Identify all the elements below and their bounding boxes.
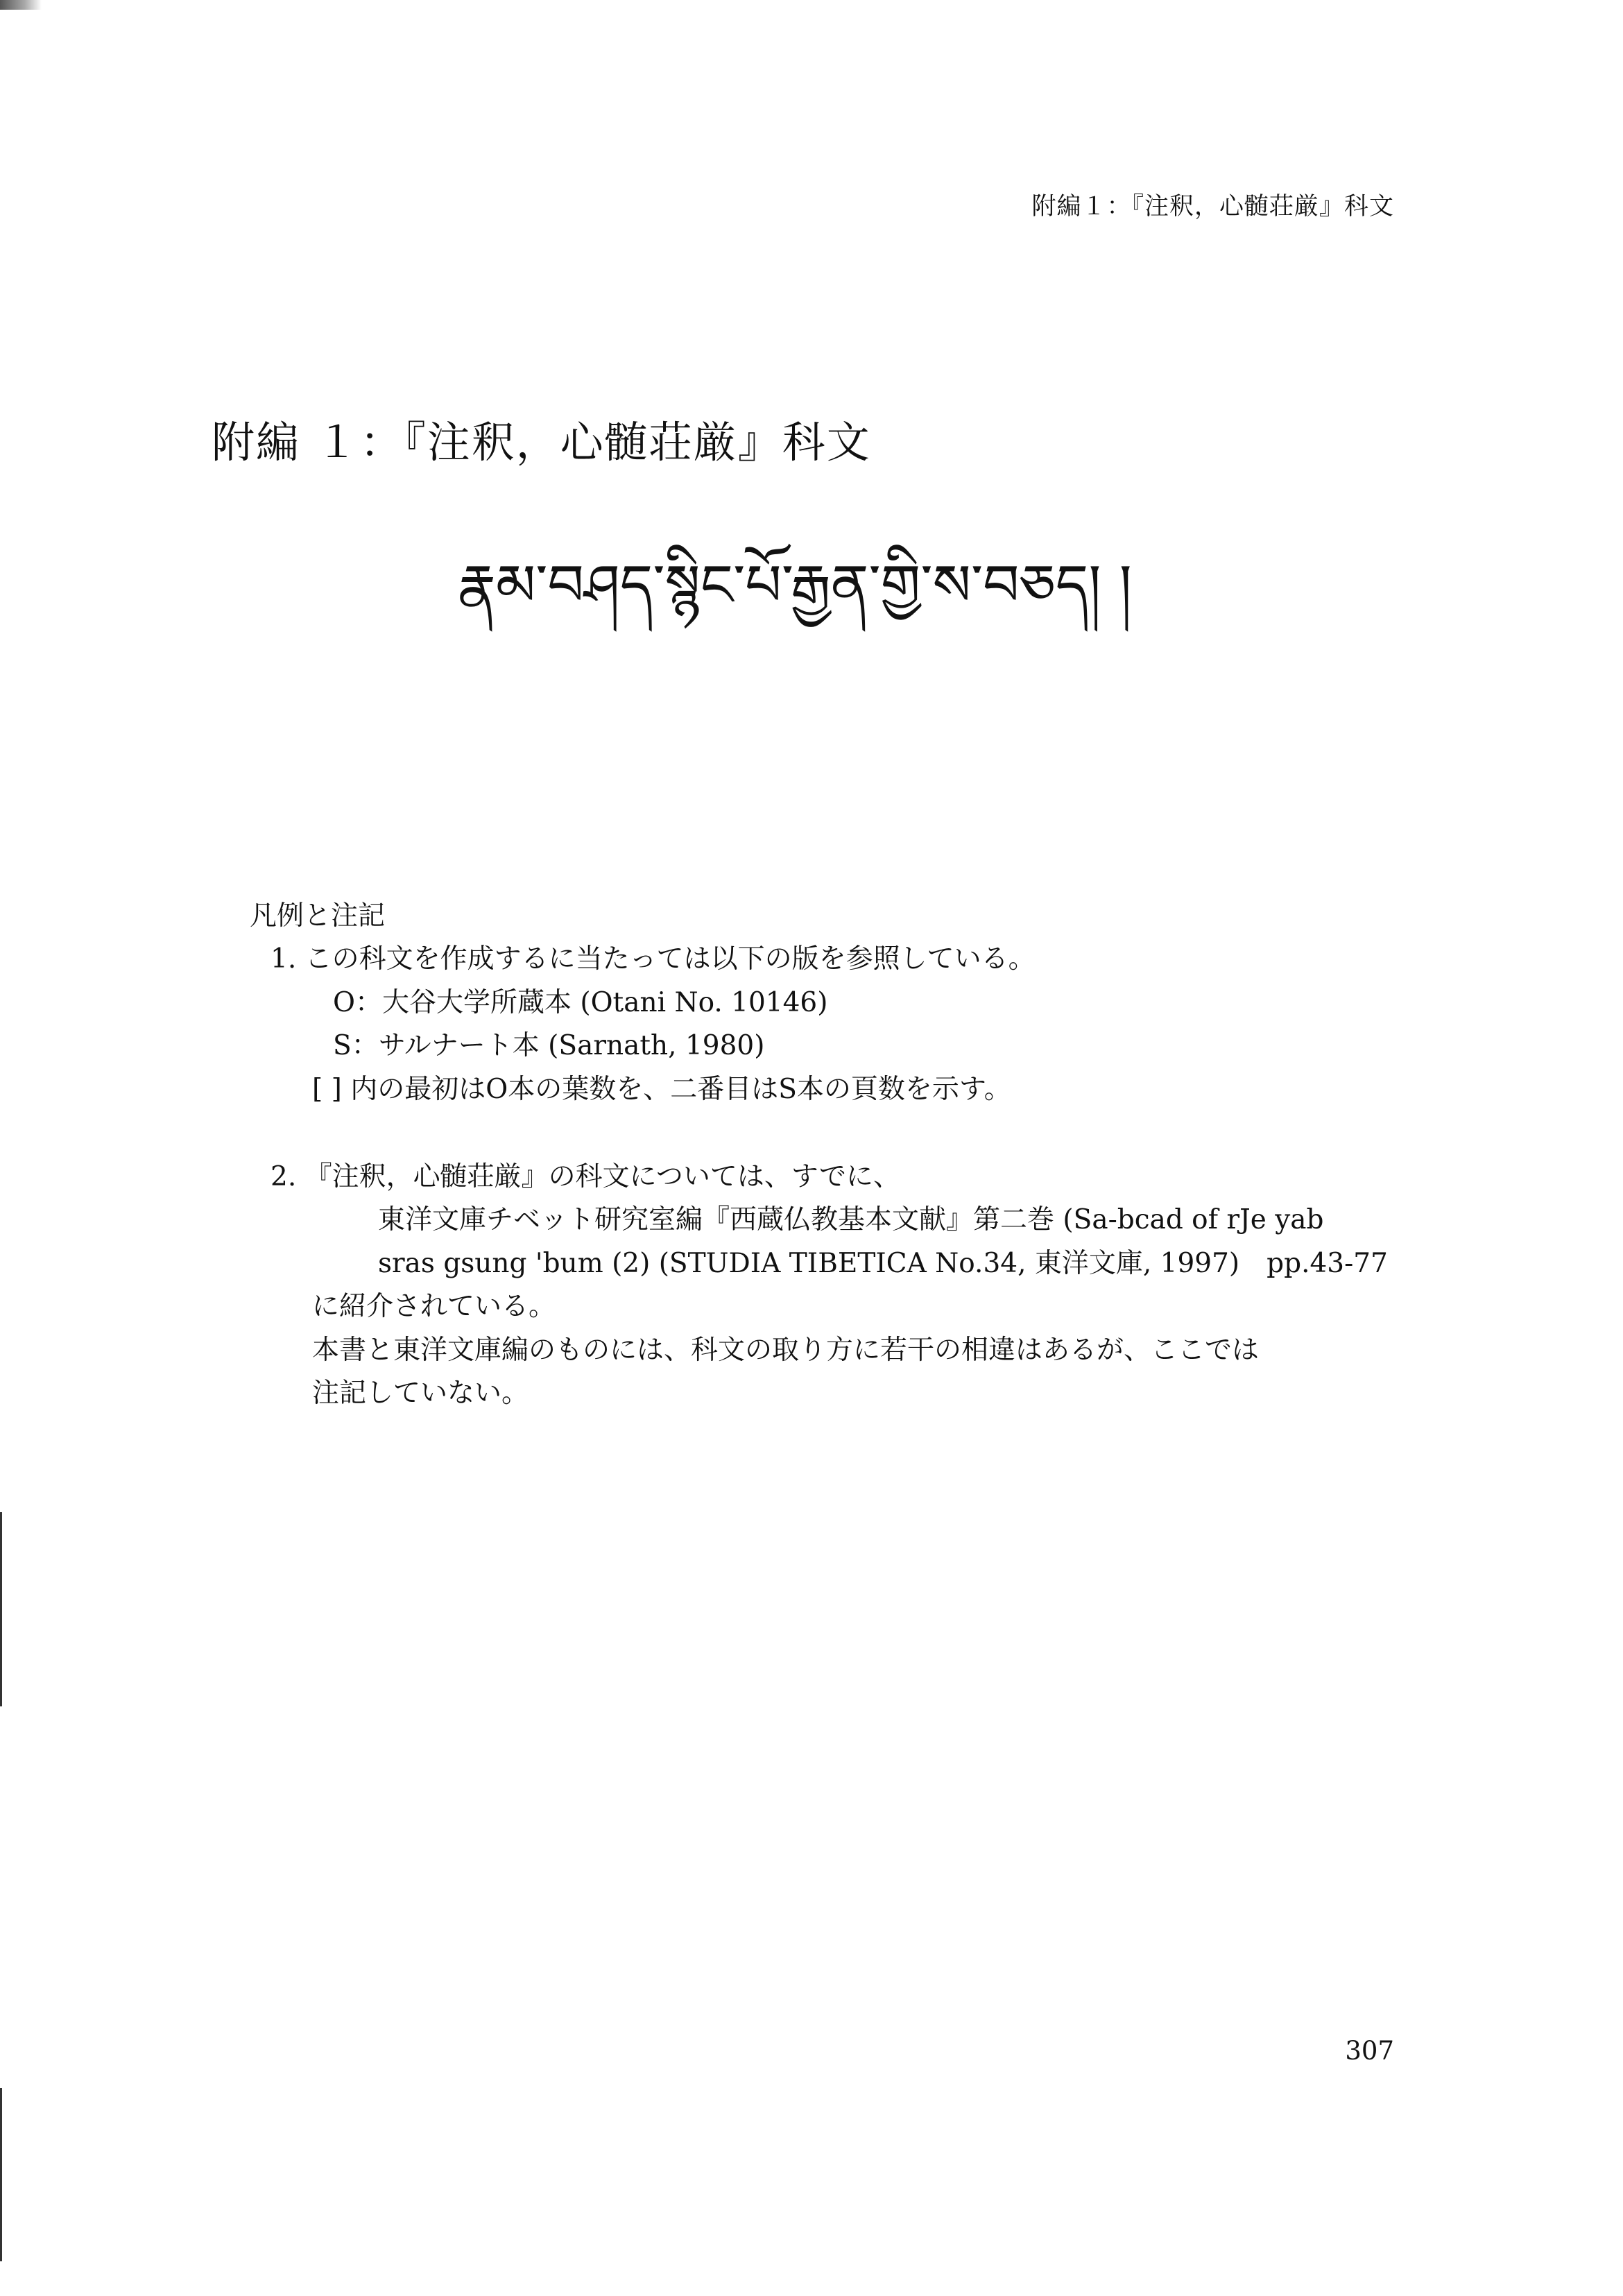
reference-line-1: 東洋文庫チベット研究室編『西蔵仏教基本文献』第二巻 (Sa-bcad of rJe yab xyxy=(378,1204,1324,1236)
scan-edge-bottom xyxy=(0,2088,2,2261)
notes-heading: 凡例と注記 xyxy=(250,900,386,932)
page-number: 307 xyxy=(1345,2036,1394,2066)
page-title: 附編 １：『注釈，心髄荘厳』科文 xyxy=(212,417,871,468)
note-item-2: 2. 『注釈，心髄荘厳』の科文については、すでに、 xyxy=(270,1160,900,1192)
bracket-note: [ ] 内の最初はO本の葉数を、二番目はS本の頁数を示す。 xyxy=(312,1073,1011,1105)
scan-edge-lower xyxy=(0,1512,2,1706)
notes-section xyxy=(250,895,1429,1415)
spacer xyxy=(250,1111,1429,1156)
note-item-1: 1. この科文を作成するに当たっては以下の版を参照している。 xyxy=(270,943,1036,975)
reference-line-2: sras gsung 'bum (2) (STUDIA TIBETICA No.34, 東洋文庫, 1997) pp.43-77 xyxy=(378,1247,1388,1279)
source-otani: O：大谷大学所蔵本 (Otani No. 10146) xyxy=(333,986,828,1018)
source-sarnath: S：サルナート本 (Sarnath, 1980) xyxy=(333,1030,765,1062)
scan-artifact-top xyxy=(0,0,42,10)
note-item-2-line-3: に紹介されている。 xyxy=(312,1291,556,1323)
note-item-2-line-4: 本書と東洋文庫編のものには、科文の取り方に若干の相違はあるが、ここでは xyxy=(312,1334,1260,1366)
tibetan-title: རྣམ་བཤད་སྙིང་པོ་རྒྱན་གྱི་ས་བཅད། ། xyxy=(458,553,1132,619)
note-item-2-line-5: 注記していない。 xyxy=(312,1377,529,1409)
running-header: 附編１：『注釈，心髄荘厳』科文 xyxy=(1031,193,1394,221)
